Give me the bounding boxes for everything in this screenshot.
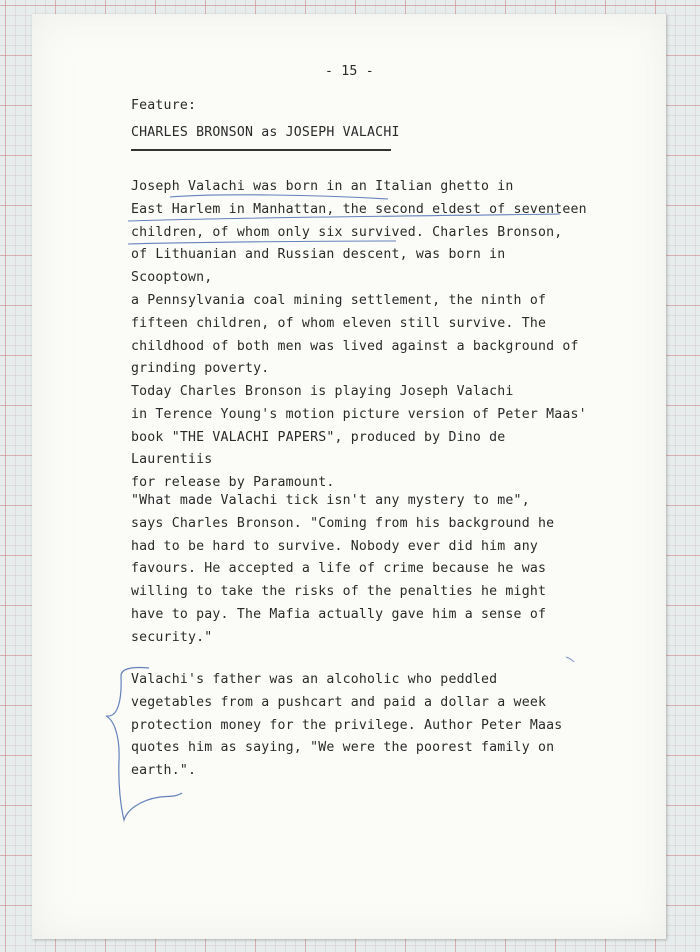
paragraph: Valachi's father was an alcoholic who peddled vegetables from a pushcart and paid a dollar a week protection money for the privilege. Author Peter Maas quotes him as saying, "We were the poorest family on earth.". [131, 672, 563, 779]
paragraph: Today Charles Bronson is playing Joseph Valachi in Terence Young's motion picture version of Peter Maas' book "THE VALACHI PAPERS", produced by Dino de Laurentiis for release by Paramount. [131, 384, 587, 491]
feature-label: Feature: [131, 98, 197, 113]
page-number: - 15 - [325, 64, 374, 79]
paragraph: "What made Valachi tick isn't any mystery to me", says Charles Bronson. "Coming from his background he had to be hard to survive. Nobody ever did him any favours. He accepted a life of crime because he was willing to take the risks of the penalties he might have to pay. The Mafia actually gave him a sense of security." [131, 493, 555, 645]
title-underline [131, 149, 391, 151]
document-title: CHARLES BRONSON as JOSEPH VALACHI [131, 125, 400, 140]
title-block [131, 125, 400, 140]
paragraph: Joseph Valachi was born in an Italian ghetto in East Harlem in Manhattan, the second eldest of seventeen children, of whom only six survived. Charles Bronson, of Lithuanian and Russian descent, was born in Scooptown, a Pennsylvania coal mining settlement, the ninth of fifteen children, of whom eleven still survive. The childhood of both men was lived against a background of grinding poverty. [131, 179, 587, 377]
